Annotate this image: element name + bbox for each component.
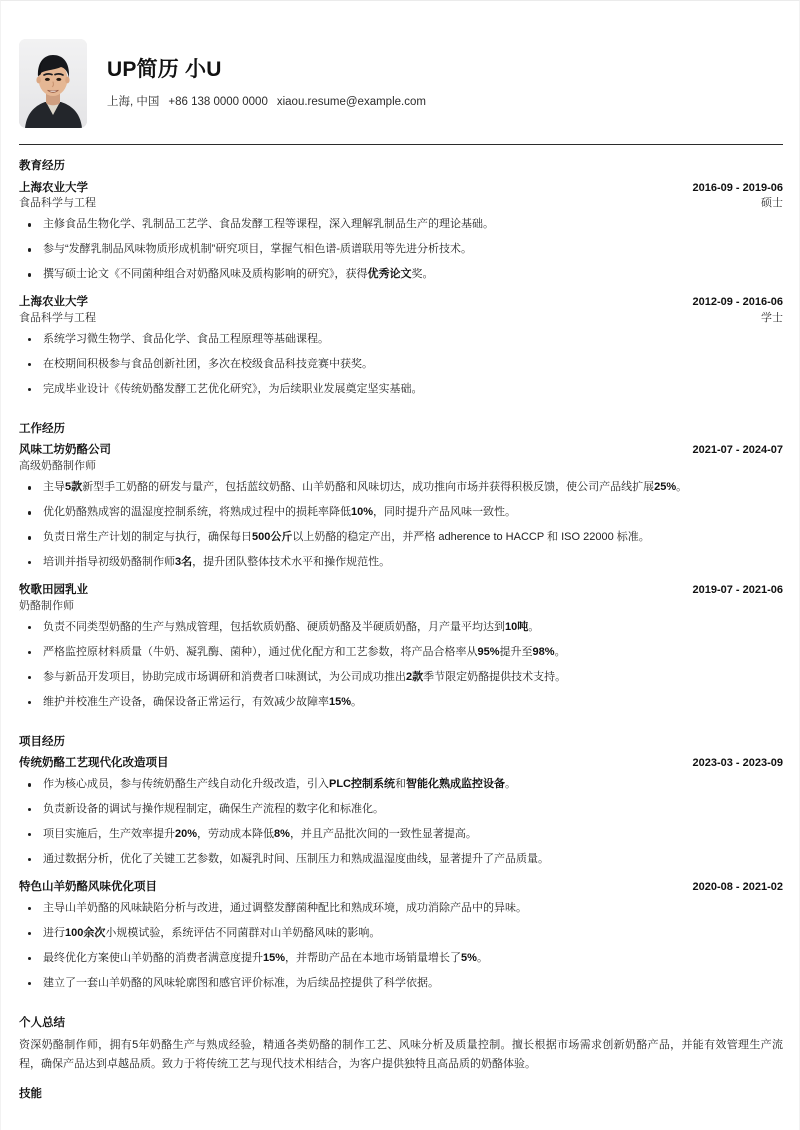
entry-organization: 特色山羊奶酪风味优化项目 [19, 880, 157, 893]
bullet-item: 负责新设备的调试与操作规程制定，确保生产流程的数字化和标准化。 [19, 802, 783, 818]
bullet-list [19, 332, 783, 398]
bullet-list [19, 777, 783, 868]
entry-block [19, 755, 783, 868]
entry-qualifier: 硕士 [761, 197, 783, 210]
bullet-item: 系统学习微生物学、食品化学、食品工程原理等基础课程。 [19, 332, 783, 348]
section-heading: 个人总结 [19, 1016, 65, 1029]
entry-title-row [19, 879, 783, 896]
section-work [19, 422, 783, 711]
bullet-item: 最终优化方案使山羊奶酪的消费者满意度提升15%，并帮助产品在本地市场销量增长了5%。 [19, 951, 783, 967]
section-heading: 项目经历 [19, 735, 65, 748]
entry-subtitle: 食品科学与工程 [19, 197, 96, 210]
section-heading: 教育经历 [19, 160, 65, 172]
section-heading: 工作经历 [19, 422, 65, 435]
entry-date-range: 2023-03 - 2023-09 [692, 757, 783, 770]
section-heading: 技能 [19, 1087, 42, 1100]
entry-organization: 传统奶酪工艺现代化改造项目 [19, 757, 169, 770]
page-title: UP简历 小U [107, 57, 222, 81]
bullet-item: 参与“发酵乳制品风味物质形成机制”研究项目，掌握气相色谱-质谱联用等先进分析技术。 [19, 242, 783, 258]
entry-subtitle-row [19, 196, 783, 212]
entry-title-row [19, 442, 783, 459]
bullet-list [19, 620, 783, 711]
bullet-item: 严格监控原材料质量（牛奶、凝乳酶、菌种），通过优化配方和工艺参数，将产品合格率从95%提升至98%。 [19, 645, 783, 661]
education-entries [19, 180, 783, 398]
bullet-item: 进行100余次小规模试验，系统评估不同菌群对山羊奶酪风味的影响。 [19, 926, 783, 942]
contact-location: 上海, 中国 [107, 96, 160, 109]
project-entries [19, 755, 783, 991]
bullet-item: 主修食品生物化学、乳制品工艺学、食品发酵工程等课程，深入理解乳制品生产的理论基础。 [19, 217, 783, 233]
entry-title-row [19, 294, 783, 311]
bullet-item: 完成毕业设计《传统奶酪发酵工艺优化研究》，为后续职业发展奠定坚实基础。 [19, 382, 783, 398]
entry-organization: 上海农业大学 [19, 296, 88, 309]
section-skills [19, 1087, 783, 1103]
bullet-list [19, 217, 783, 283]
resume-header [19, 1, 783, 138]
entry-block [19, 582, 783, 711]
entry-organization: 牧歌田园乳业 [19, 584, 88, 597]
entry-date-range: 2012-09 - 2016-06 [692, 296, 783, 309]
entry-organization: 风味工坊奶酪公司 [19, 444, 111, 457]
section-summary [19, 1016, 783, 1074]
entry-title-row [19, 755, 783, 772]
identity-block [107, 57, 426, 110]
entry-subtitle-row [19, 459, 783, 475]
bullet-list [19, 480, 783, 571]
entry-subtitle-row [19, 311, 783, 327]
entry-subtitle: 食品科学与工程 [19, 312, 96, 325]
entry-date-range: 2021-07 - 2024-07 [692, 444, 783, 457]
summary-text: 资深奶酪制作师，拥有5年奶酪生产与熟成经验，精通各类奶酪的制作工艺、风味分析及质量控制。擅长根据市场需求创新奶酪产品，并能有效管理生产流程，确保产品达到卓越品质。致力于将传统工艺与现代技术相结合，为客户提供独特且高品质的奶酪体验。 [19, 1039, 783, 1070]
entry-organization: 上海农业大学 [19, 181, 88, 194]
bullet-item: 培训并指导初级奶酪制作师3名，提升团队整体技术水平和操作规范性。 [19, 555, 783, 571]
entry-subtitle-row [19, 599, 783, 615]
bullet-item: 项目实施后，生产效率提升20%，劳动成本降低8%，并且产品批次间的一致性显著提高。 [19, 827, 783, 843]
bullet-item: 负责不同类型奶酪的生产与熟成管理，包括软质奶酪、硬质奶酪及半硬质奶酪，月产量平均达到10吨。 [19, 620, 783, 636]
bullet-item: 主导山羊奶酪的风味缺陷分析与改进，通过调整发酵菌种配比和熟成环境，成功消除产品中的异味。 [19, 901, 783, 917]
entry-subtitle: 奶酪制作师 [19, 599, 74, 612]
entry-subtitle: 高级奶酪制作师 [19, 460, 96, 473]
bullet-item: 作为核心成员，参与传统奶酪生产线自动化升级改造，引入PLC控制系统和智能化熟成监控设备。 [19, 777, 783, 793]
entry-date-range: 2019-07 - 2021-06 [692, 584, 783, 597]
bullet-item: 撰写硕士论文《不同菌种组合对奶酪风味及质构影响的研究》，获得优秀论文奖。 [19, 267, 783, 283]
bullet-item: 主导5款新型手工奶酪的研发与量产，包括蓝纹奶酪、山羊奶酪和风味切达，成功推向市场并获得积极反馈，使公司产品线扩展25%。 [19, 480, 783, 496]
contact-line [107, 95, 426, 110]
bullet-item: 建立了一套山羊奶酪的风味轮廓图和感官评价标准，为后续品控提供了科学依据。 [19, 976, 783, 992]
entry-block [19, 294, 783, 398]
entry-title-row [19, 180, 783, 197]
section-education [19, 159, 783, 398]
bullet-item: 负责日常生产计划的制定与执行，确保每日500公斤以上奶酪的稳定产出，并严格 adherence to HACCP 和 ISO 22000 标准。 [19, 530, 783, 546]
entry-block [19, 180, 783, 284]
bullet-item: 维护并校准生产设备，确保设备正常运行，有效减少故障率15%。 [19, 695, 783, 711]
entry-date-range: 2020-08 - 2021-02 [692, 880, 783, 893]
work-entries [19, 442, 783, 710]
bullet-item: 通过数据分析，优化了关键工艺参数，如凝乳时间、压制压力和熟成温湿度曲线，显著提升了产品质量。 [19, 852, 783, 868]
bullet-list [19, 901, 783, 992]
bullet-item: 参与新品开发项目，协助完成市场调研和消费者口味测试，为公司成功推出2款季节限定奶酪提供技术支持。 [19, 670, 783, 686]
entry-qualifier: 学士 [761, 312, 783, 325]
bullet-item: 优化奶酪熟成窖的温湿度控制系统，将熟成过程中的损耗率降低10%，同时提升产品风味一致性。 [19, 505, 783, 521]
entry-title-row [19, 582, 783, 599]
bullet-item: 在校期间积极参与食品创新社团，多次在校级食品科技竞赛中获奖。 [19, 357, 783, 373]
avatar [19, 39, 87, 128]
contact-email: xiaou.resume@example.com [276, 96, 426, 109]
entry-block [19, 879, 783, 992]
entry-block [19, 442, 783, 571]
header-divider [19, 144, 783, 145]
contact-phone: +86 138 0000 0000 [168, 96, 268, 109]
section-projects [19, 735, 783, 992]
entry-date-range: 2016-09 - 2019-06 [692, 181, 783, 194]
